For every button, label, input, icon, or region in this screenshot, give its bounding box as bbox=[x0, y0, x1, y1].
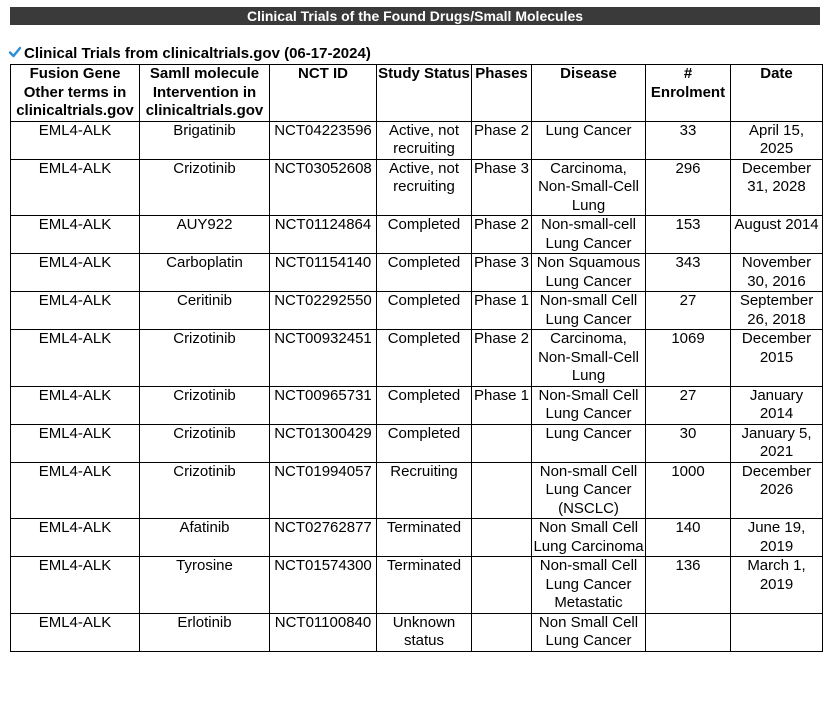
cell-enrolment: 1000 bbox=[646, 462, 731, 519]
table-row bbox=[11, 613, 823, 651]
cell-disease: Non Small Cell Lung Cancer bbox=[532, 613, 646, 651]
header-nct-id: NCT ID bbox=[270, 65, 377, 122]
cell-intervention: Ceritinib bbox=[140, 292, 270, 330]
cell-date: September 26, 2018 bbox=[731, 292, 823, 330]
cell-phase bbox=[472, 519, 532, 557]
section-heading bbox=[8, 45, 371, 63]
header-date: Date bbox=[731, 65, 823, 122]
cell-date: January 5, 2021 bbox=[731, 424, 823, 462]
cell-fusion-gene: EML4-ALK bbox=[11, 121, 140, 159]
cell-disease: Non-small Cell Lung Cancer bbox=[532, 292, 646, 330]
cell-study-status: Completed bbox=[377, 254, 472, 292]
cell-disease: Lung Cancer bbox=[532, 121, 646, 159]
cell-disease: Carcinoma, Non-Small-Cell Lung bbox=[532, 159, 646, 216]
table-row bbox=[11, 159, 823, 216]
cell-enrolment: 153 bbox=[646, 216, 731, 254]
cell-enrolment: 33 bbox=[646, 121, 731, 159]
cell-nct-id: NCT02762877 bbox=[270, 519, 377, 557]
cell-fusion-gene: EML4-ALK bbox=[11, 424, 140, 462]
check-icon bbox=[8, 45, 22, 59]
cell-phase: Phase 3 bbox=[472, 254, 532, 292]
cell-fusion-gene: EML4-ALK bbox=[11, 462, 140, 519]
cell-disease: Non-small Cell Lung Cancer (NSCLC) bbox=[532, 462, 646, 519]
cell-study-status: Terminated bbox=[377, 557, 472, 614]
cell-study-status: Unknown status bbox=[377, 613, 472, 651]
cell-enrolment bbox=[646, 613, 731, 651]
cell-phase: Phase 2 bbox=[472, 216, 532, 254]
cell-enrolment: 30 bbox=[646, 424, 731, 462]
cell-date: April 15, 2025 bbox=[731, 121, 823, 159]
cell-phase: Phase 2 bbox=[472, 330, 532, 387]
cell-nct-id: NCT01574300 bbox=[270, 557, 377, 614]
cell-phase bbox=[472, 462, 532, 519]
cell-nct-id: NCT03052608 bbox=[270, 159, 377, 216]
page-banner: Clinical Trials of the Found Drugs/Small Molecules bbox=[10, 7, 820, 25]
cell-disease: Non Squamous Lung Cancer bbox=[532, 254, 646, 292]
cell-date: December 2026 bbox=[731, 462, 823, 519]
cell-study-status: Completed bbox=[377, 292, 472, 330]
clinical-trials-table bbox=[10, 64, 823, 652]
cell-intervention: AUY922 bbox=[140, 216, 270, 254]
cell-date: December 31, 2028 bbox=[731, 159, 823, 216]
header-fusion-gene: Fusion Gene Other terms in clinicaltrials.gov bbox=[11, 65, 140, 122]
table-row bbox=[11, 386, 823, 424]
cell-study-status: Active, not recruiting bbox=[377, 159, 472, 216]
cell-fusion-gene: EML4-ALK bbox=[11, 254, 140, 292]
cell-nct-id: NCT02292550 bbox=[270, 292, 377, 330]
cell-intervention: Crizotinib bbox=[140, 159, 270, 216]
cell-study-status: Completed bbox=[377, 330, 472, 387]
cell-enrolment: 140 bbox=[646, 519, 731, 557]
cell-phase: Phase 1 bbox=[472, 292, 532, 330]
table-row bbox=[11, 254, 823, 292]
cell-enrolment: 296 bbox=[646, 159, 731, 216]
cell-phase: Phase 1 bbox=[472, 386, 532, 424]
header-small-molecule: Samll molecule Intervention in clinicaltrials.gov bbox=[140, 65, 270, 122]
cell-date: June 19, 2019 bbox=[731, 519, 823, 557]
section-title-text: Clinical Trials from clinicaltrials.gov (06-17-2024) bbox=[24, 45, 371, 62]
table-header-row bbox=[11, 65, 823, 122]
cell-enrolment: 27 bbox=[646, 386, 731, 424]
cell-date: December 2015 bbox=[731, 330, 823, 387]
cell-phase bbox=[472, 613, 532, 651]
cell-nct-id: NCT01124864 bbox=[270, 216, 377, 254]
cell-nct-id: NCT00932451 bbox=[270, 330, 377, 387]
cell-nct-id: NCT04223596 bbox=[270, 121, 377, 159]
table-row bbox=[11, 292, 823, 330]
cell-date: March 1, 2019 bbox=[731, 557, 823, 614]
cell-intervention: Brigatinib bbox=[140, 121, 270, 159]
cell-intervention: Carboplatin bbox=[140, 254, 270, 292]
header-study-status: Study Status bbox=[377, 65, 472, 122]
cell-enrolment: 1069 bbox=[646, 330, 731, 387]
cell-phase bbox=[472, 557, 532, 614]
cell-date bbox=[731, 613, 823, 651]
cell-disease: Non Small Cell Lung Carcinoma bbox=[533, 519, 644, 555]
cell-intervention: Erlotinib bbox=[140, 613, 270, 651]
cell-disease: Carcinoma, Non-Small-Cell Lung bbox=[532, 330, 646, 387]
cell-fusion-gene: EML4-ALK bbox=[11, 330, 140, 387]
table-row bbox=[11, 462, 823, 519]
cell-fusion-gene: EML4-ALK bbox=[11, 613, 140, 651]
cell-study-status: Active, not recruiting bbox=[377, 121, 472, 159]
cell-fusion-gene: EML4-ALK bbox=[11, 292, 140, 330]
cell-disease: Lung Cancer bbox=[532, 424, 646, 462]
cell-fusion-gene: EML4-ALK bbox=[11, 216, 140, 254]
header-phases: Phases bbox=[472, 65, 532, 122]
cell-study-status: Completed bbox=[377, 386, 472, 424]
cell-intervention: Crizotinib bbox=[140, 330, 270, 387]
cell-nct-id: NCT01154140 bbox=[270, 254, 377, 292]
cell-fusion-gene: EML4-ALK bbox=[11, 519, 140, 557]
cell-nct-id: NCT01100840 bbox=[270, 613, 377, 651]
cell-date: January 2014 bbox=[731, 386, 823, 424]
table-body bbox=[11, 121, 823, 651]
cell-enrolment: 136 bbox=[646, 557, 731, 614]
cell-enrolment: 27 bbox=[646, 292, 731, 330]
cell-phase bbox=[472, 424, 532, 462]
cell-fusion-gene: EML4-ALK bbox=[11, 159, 140, 216]
cell-study-status: Completed bbox=[377, 424, 472, 462]
cell-date: August 2014 bbox=[731, 216, 823, 254]
table-row bbox=[11, 557, 823, 614]
cell-study-status: Terminated bbox=[377, 519, 472, 557]
cell-intervention: Crizotinib bbox=[140, 462, 270, 519]
table-row bbox=[11, 519, 823, 557]
header-enrolment: # Enrolment bbox=[646, 65, 731, 122]
table-row bbox=[11, 330, 823, 387]
cell-fusion-gene: EML4-ALK bbox=[11, 557, 140, 614]
cell-date: November 30, 2016 bbox=[731, 254, 823, 292]
cell-disease: Non-Small Cell Lung Cancer bbox=[532, 386, 646, 424]
cell-fusion-gene: EML4-ALK bbox=[11, 386, 140, 424]
header-disease: Disease bbox=[532, 65, 646, 122]
cell-nct-id: NCT01994057 bbox=[270, 462, 377, 519]
cell-nct-id: NCT00965731 bbox=[270, 386, 377, 424]
table-row bbox=[11, 424, 823, 462]
cell-disease: Non-small Cell Lung Cancer Metastatic bbox=[532, 557, 646, 614]
cell-nct-id: NCT01300429 bbox=[270, 424, 377, 462]
cell-intervention: Tyrosine bbox=[140, 557, 270, 614]
table-row bbox=[11, 216, 823, 254]
table-row bbox=[11, 121, 823, 159]
cell-phase: Phase 3 bbox=[472, 159, 532, 216]
cell-study-status: Completed bbox=[377, 216, 472, 254]
cell-disease: Non-small-cell Lung Cancer bbox=[532, 216, 646, 254]
cell-intervention: Crizotinib bbox=[140, 424, 270, 462]
cell-phase: Phase 2 bbox=[472, 121, 532, 159]
cell-enrolment: 343 bbox=[646, 254, 731, 292]
cell-study-status: Recruiting bbox=[377, 462, 472, 519]
cell-intervention: Afatinib bbox=[140, 519, 270, 557]
cell-intervention: Crizotinib bbox=[140, 386, 270, 424]
